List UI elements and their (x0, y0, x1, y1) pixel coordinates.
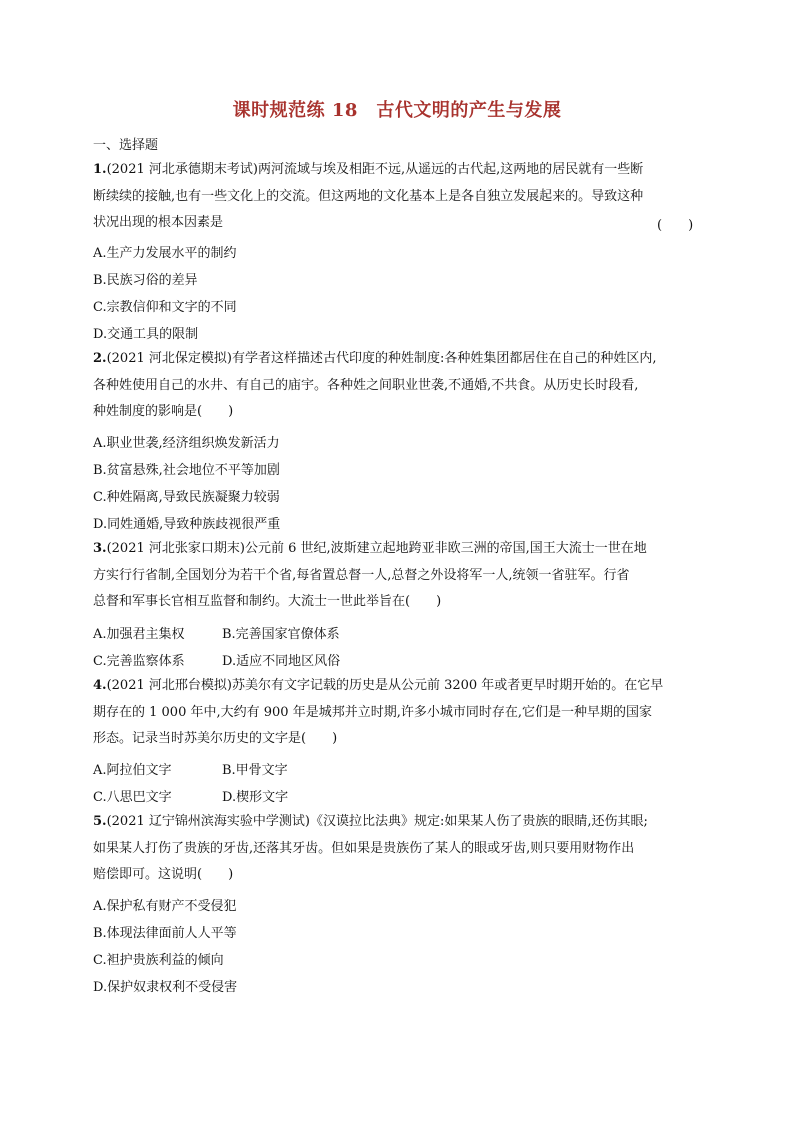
option-d: D.保护奴隶权利不受侵害 (93, 980, 238, 995)
question-text-line: (2021 河北保定模拟)有学者这样描述古代印度的种姓制度:各种姓集团都居住在自己的种姓区内, (106, 351, 657, 366)
question-4 (93, 673, 705, 753)
option-c: C.八思巴文字 (93, 790, 172, 805)
option-d: D.适应不同地区风俗 (222, 654, 341, 669)
option-d: D.交通工具的限制 (93, 327, 199, 342)
answer-bracket: ( ) (657, 218, 694, 233)
question-number: 4. (93, 678, 107, 693)
option-b: B.体现法律面前人人平等 (93, 926, 237, 941)
question-text-line: 如果某人打伤了贵族的牙齿,还落其牙齿。但如果是贵族伤了某人的眼或牙齿,则只要用财物作出 (93, 840, 635, 856)
question-text-line: 状况出现的根本因素是 (93, 215, 224, 230)
section-heading: 一、选择题 (93, 138, 159, 153)
option-a: A.加强君主集权 (93, 627, 185, 642)
option-d: D.楔形文字 (222, 790, 289, 805)
question-2 (93, 346, 705, 426)
page-title: 课时规范练 18 古代文明的产生与发展 (232, 100, 562, 121)
option-d: D.同姓通婚,导致种族歧视很严重 (93, 517, 281, 532)
option-b: B.完善国家官僚体系 (222, 627, 340, 642)
option-a: A.保护私有财产不受侵犯 (93, 899, 237, 914)
question-text-line: (2021 辽宁锦州滨海实验中学测试)《汉谟拉比法典》规定:如果某人伤了贵族的眼睛,还伤其眼; (106, 814, 648, 829)
option-b: B.甲骨文字 (222, 763, 288, 778)
question-text-line: (2021 河北邢台模拟)苏美尔有文字记载的历史是从公元前 3200 年或者更早时期开始的。在它早 (106, 678, 664, 693)
option-b: B.民族习俗的差异 (93, 273, 198, 288)
question-number: 2. (93, 351, 107, 366)
question-text-line: 期存在的 1 000 年中,大约有 900 年是城邦并立时期,许多小城市同时存在,它们是一种早期的国家 (93, 704, 652, 720)
option-a: A.职业世袭,经济组织焕发新活力 (93, 436, 280, 451)
question-text-line: 断续续的接触,也有一些文化上的交流。但这两地的文化基本上是各自独立发展起来的。导致这种 (93, 188, 644, 204)
question-text-line: (2021 河北张家口期末)公元前 6 世纪,波斯建立起地跨亚非欧三洲的帝国,国王大流士一世在地 (106, 541, 647, 556)
option-c: C.种姓隔离,导致民族凝聚力较弱 (93, 490, 280, 505)
option-a: A.生产力发展水平的制约 (93, 246, 237, 261)
question-number: 3. (93, 541, 107, 556)
question-text-line: 种姓制度的影响是( ) (93, 404, 234, 419)
question-text-line: 总督和军事长官相互监督和制约。大流士一世此举旨在( ) (93, 594, 442, 609)
question-5 (93, 809, 705, 889)
question-text-line: 各种姓使用自己的水井、有自己的庙宇。各种姓之间职业世袭,不通婚,不共食。从历史长时段看, (93, 377, 639, 393)
question-1 (93, 157, 705, 237)
question-text-line: (2021 河北承德期末考试)两河流域与埃及相距不远,从遥远的古代起,这两地的居民就有一些断 (106, 162, 644, 177)
question-number: 1. (93, 162, 107, 177)
option-c: C.完善监察体系 (93, 654, 185, 669)
question-3 (93, 536, 705, 616)
question-text-line: 形态。记录当时苏美尔历史的文字是( ) (93, 731, 338, 746)
option-b: B.贫富悬殊,社会地位不平等加剧 (93, 463, 280, 478)
option-c: C.袒护贵族利益的倾向 (93, 953, 224, 968)
question-text-line: 方实行行省制,全国划分为若干个省,每省置总督一人,总督之外设将军一人,统领一省驻军。行省 (93, 567, 630, 583)
question-number: 5. (93, 814, 107, 829)
question-text-line: 赔偿即可。这说明( ) (93, 867, 234, 882)
option-c: C.宗教信仰和文字的不同 (93, 300, 237, 315)
option-a: A.阿拉伯文字 (93, 763, 172, 778)
